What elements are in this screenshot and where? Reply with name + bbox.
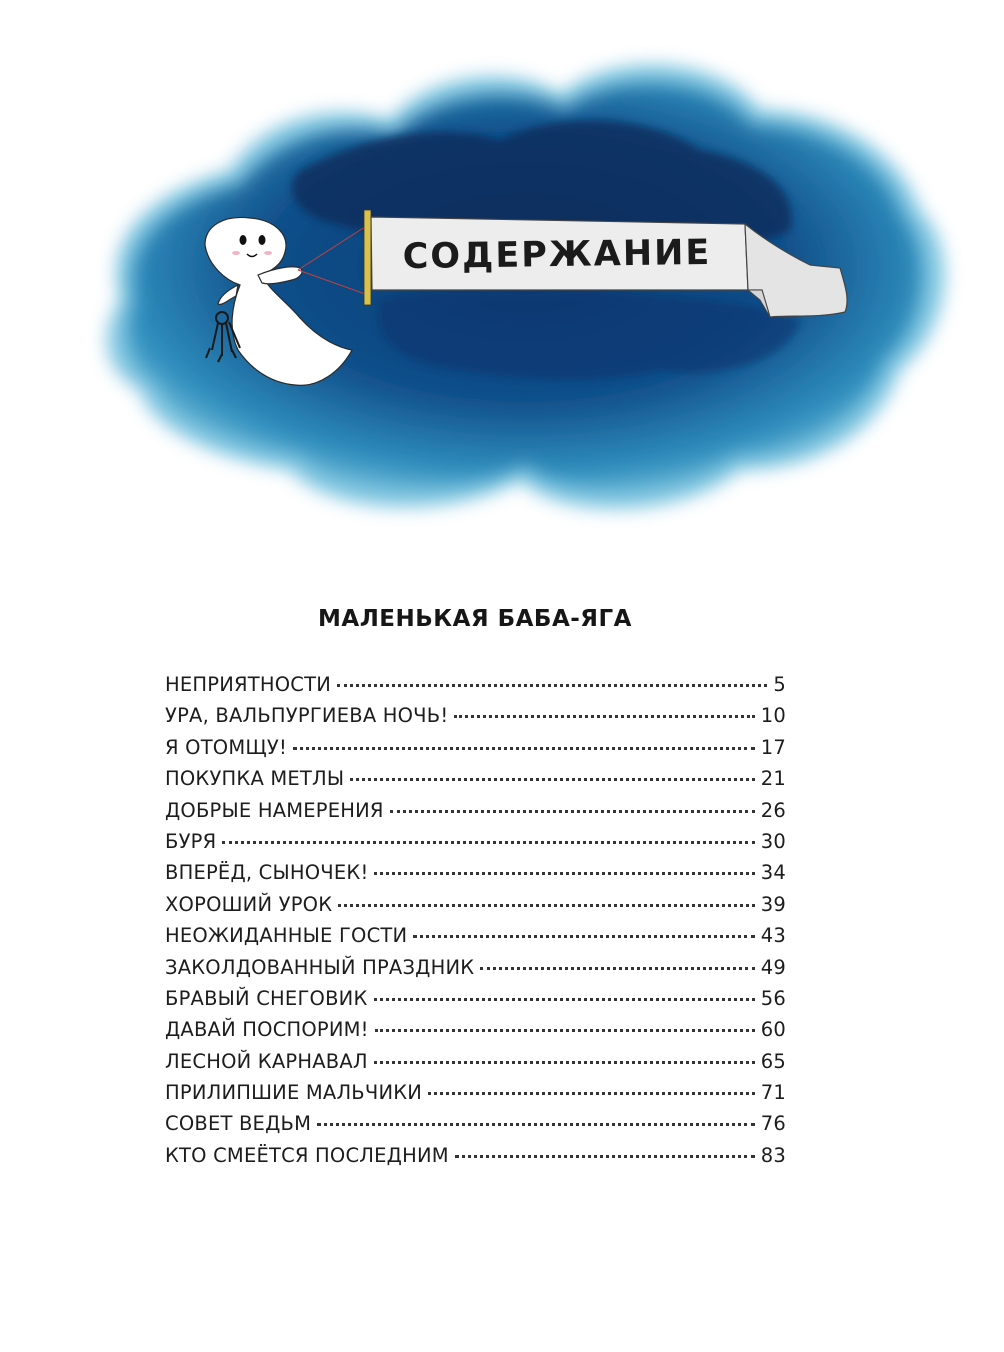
toc-entry <box>165 987 786 1018</box>
toc-entry <box>165 736 786 767</box>
banner-pole <box>364 210 371 305</box>
toc-entry <box>165 1144 786 1175</box>
toc-entry-page: 65 <box>760 1049 786 1073</box>
toc-entry <box>165 767 786 798</box>
toc-entry <box>165 673 786 704</box>
toc-entry <box>165 861 786 892</box>
toc-entry-title: ПРИЛИПШИЕ МАЛЬЧИКИ <box>165 1081 423 1105</box>
toc-entry <box>165 799 786 830</box>
toc-entry-title: ДОБРЫЕ НАМЕРЕНИЯ <box>165 798 384 822</box>
toc-entry-title: ПОКУПКА МЕТЛЫ <box>165 767 345 791</box>
toc-entry-title: ЗАКОЛДОВАННЫЙ ПРАЗДНИК <box>165 955 475 979</box>
toc-dot-leader <box>350 778 754 781</box>
toc-entry-page: 10 <box>760 704 786 728</box>
toc-dot-leader <box>428 1092 755 1095</box>
section-title: МАЛЕНЬКАЯ БАБА-ЯГА <box>318 606 632 632</box>
toc-entry <box>165 1081 786 1112</box>
toc-entry <box>165 830 786 861</box>
toc-entry-title: ЛЕСНОЙ КАРНАВАЛ <box>165 1049 368 1073</box>
toc-entry-title: ВПЕРЁД, СЫНОЧЕК! <box>165 861 369 885</box>
toc-entry-page: 34 <box>760 861 786 885</box>
toc-entry-page: 56 <box>760 986 786 1010</box>
toc-dot-leader <box>374 998 755 1001</box>
toc-dot-leader <box>293 747 755 750</box>
toc-entry-page: 76 <box>760 1112 786 1136</box>
toc-dot-leader <box>222 841 754 844</box>
toc-entry-title: БРАВЫЙ СНЕГОВИК <box>165 986 368 1010</box>
toc-entry-page: 49 <box>760 955 786 979</box>
toc-entry-title: ДАВАЙ ПОСПОРИМ! <box>165 1018 369 1042</box>
toc-entry <box>165 1112 786 1143</box>
toc-entry-title: БУРЯ <box>165 829 217 853</box>
toc-entry-title: СОВЕТ ВЕДЬМ <box>165 1112 312 1136</box>
toc-dot-leader <box>413 935 754 938</box>
toc-entry-page: 83 <box>760 1143 786 1167</box>
toc-dot-leader <box>454 715 754 718</box>
toc-dot-leader <box>374 872 754 875</box>
banner-title: СОДЕРЖАНИЕ <box>402 232 712 278</box>
toc-dot-leader <box>390 810 755 813</box>
toc-entry-page: 39 <box>760 892 786 916</box>
toc-entry-page: 71 <box>760 1081 786 1105</box>
toc-dot-leader <box>375 1029 755 1032</box>
toc-dot-leader <box>337 684 767 687</box>
toc-entry-page: 5 <box>773 673 786 696</box>
toc-entry <box>165 704 786 735</box>
toc-dot-leader <box>338 904 755 907</box>
toc-entry <box>165 924 786 955</box>
toc-entry-page: 43 <box>760 924 786 948</box>
toc-entry-page: 21 <box>760 767 786 791</box>
toc-entry <box>165 893 786 924</box>
toc-entry-page: 17 <box>760 735 786 759</box>
toc-entry <box>165 1018 786 1049</box>
toc-entry-page: 60 <box>760 1018 786 1042</box>
toc-dot-leader <box>455 1155 755 1158</box>
toc-entry-title: КТО СМЕЁТСЯ ПОСЛЕДНИМ <box>165 1143 449 1167</box>
toc-entry-title: НЕПРИЯТНОСТИ <box>165 673 331 696</box>
toc-dot-leader <box>480 967 754 970</box>
toc-entry-title: НЕОЖИДАННЫЕ ГОСТИ <box>165 924 408 948</box>
toc-entry-title: УРА, ВАЛЬПУРГИЕВА НОЧЬ! <box>165 704 449 728</box>
toc-entry-title: Я ОТОМЩУ! <box>165 735 288 759</box>
toc-entry-page: 30 <box>760 829 786 853</box>
table-of-contents <box>165 673 786 1175</box>
toc-entry-title: ХОРОШИЙ УРОК <box>165 892 333 916</box>
toc-entry <box>165 956 786 987</box>
toc-dot-leader <box>374 1061 755 1064</box>
toc-entry <box>165 1050 786 1081</box>
toc-entry-page: 26 <box>760 798 786 822</box>
toc-dot-leader <box>317 1123 755 1126</box>
